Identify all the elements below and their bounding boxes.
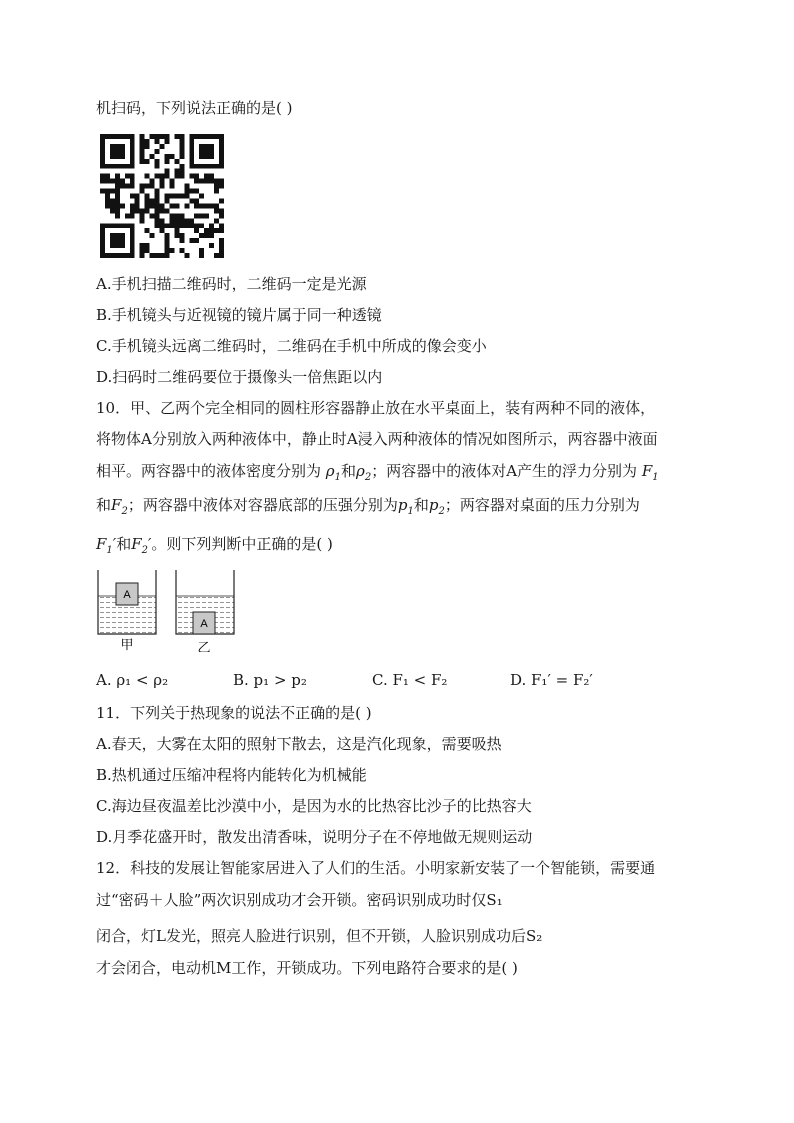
q10-option-d: D. F₁′ = F₂′ <box>510 671 593 689</box>
q9-option-c: C.手机镜头远离二维码时，二维码在手机中所成的像会变小 <box>96 337 487 355</box>
q9-stem: 机扫码，下列说法正确的是( ) <box>96 99 293 117</box>
q10-line-1: 10．甲、乙两个完全相同的圆柱形容器静止放在水平桌面上，装有两种不同的液体， <box>96 399 656 417</box>
label-jia: 甲 <box>120 638 134 652</box>
q10-line-2: 将物体A分别放入两种液体中，静止时A浸入两种液体的情况如图所示，两容器中液面 <box>96 430 658 448</box>
q10-option-b: B. p₁ > p₂ <box>233 671 307 689</box>
q10-figure <box>94 570 239 652</box>
q11-option-b: B.热机通过压缩冲程将内能转化为机械能 <box>96 766 367 784</box>
container-jia <box>98 570 156 634</box>
q10-option-c: C. F₁ < F₂ <box>372 671 448 689</box>
q12-line-2: 过“密码＋人脸”两次识别成功才会开锁。密码识别成功时仅S₁ <box>96 891 503 909</box>
block-a-label-left: A <box>123 589 131 601</box>
q11-option-a: A.春天，大雾在太阳的照射下散去，这是汽化现象，需要吸热 <box>96 735 502 753</box>
q10-line-4: 和$F_2$；两容器中液体对容器底部的压强分别为$p_1$和$p_2$；两容器对桌面的压力分别为 <box>96 496 640 517</box>
label-yi: 乙 <box>197 641 211 652</box>
q10-line-5: $F_1'$和$F_2'$。则下列判断中正确的是( ) <box>96 535 333 556</box>
q10-option-a: A. ρ₁ < ρ₂ <box>96 671 169 689</box>
container-yi <box>176 570 234 634</box>
q11-option-c: C.海边昼夜温差比沙漠中小，是因为水的比热容比沙子的比热容大 <box>96 797 532 815</box>
qr-code-image <box>100 134 224 258</box>
q11-option-d: D.月季花盛开时，散发出清香味，说明分子在不停地做无规则运动 <box>96 828 533 846</box>
block-a-label-right: A <box>200 618 208 630</box>
q10-line-3: 相平。两容器中的液体密度分别为 $\rho_1$和$\rho_2$；两容器中的液体对A产生的浮力分别为 $F_1$ <box>96 462 659 483</box>
q11-stem: 11．下列关于热现象的说法不正确的是( ) <box>96 704 372 722</box>
q9-option-d: D.扫码时二维码要位于摄像头一倍焦距以内 <box>96 368 383 386</box>
q12-line-3: 闭合，灯L发光，照亮人脸进行识别，但不开锁，人脸识别成功后S₂ <box>96 927 543 945</box>
q9-option-a: A.手机扫描二维码时，二维码一定是光源 <box>96 275 367 293</box>
q12-line-4: 才会闭合，电动机M工作，开锁成功。下列电路符合要求的是( ) <box>96 959 518 977</box>
q9-option-b: B.手机镜头与近视镜的镜片属于同一种透镜 <box>96 306 382 324</box>
q12-line-1: 12．科技的发展让智能家居进入了人们的生活。小明家新安装了一个智能锁，需要通 <box>96 859 656 877</box>
